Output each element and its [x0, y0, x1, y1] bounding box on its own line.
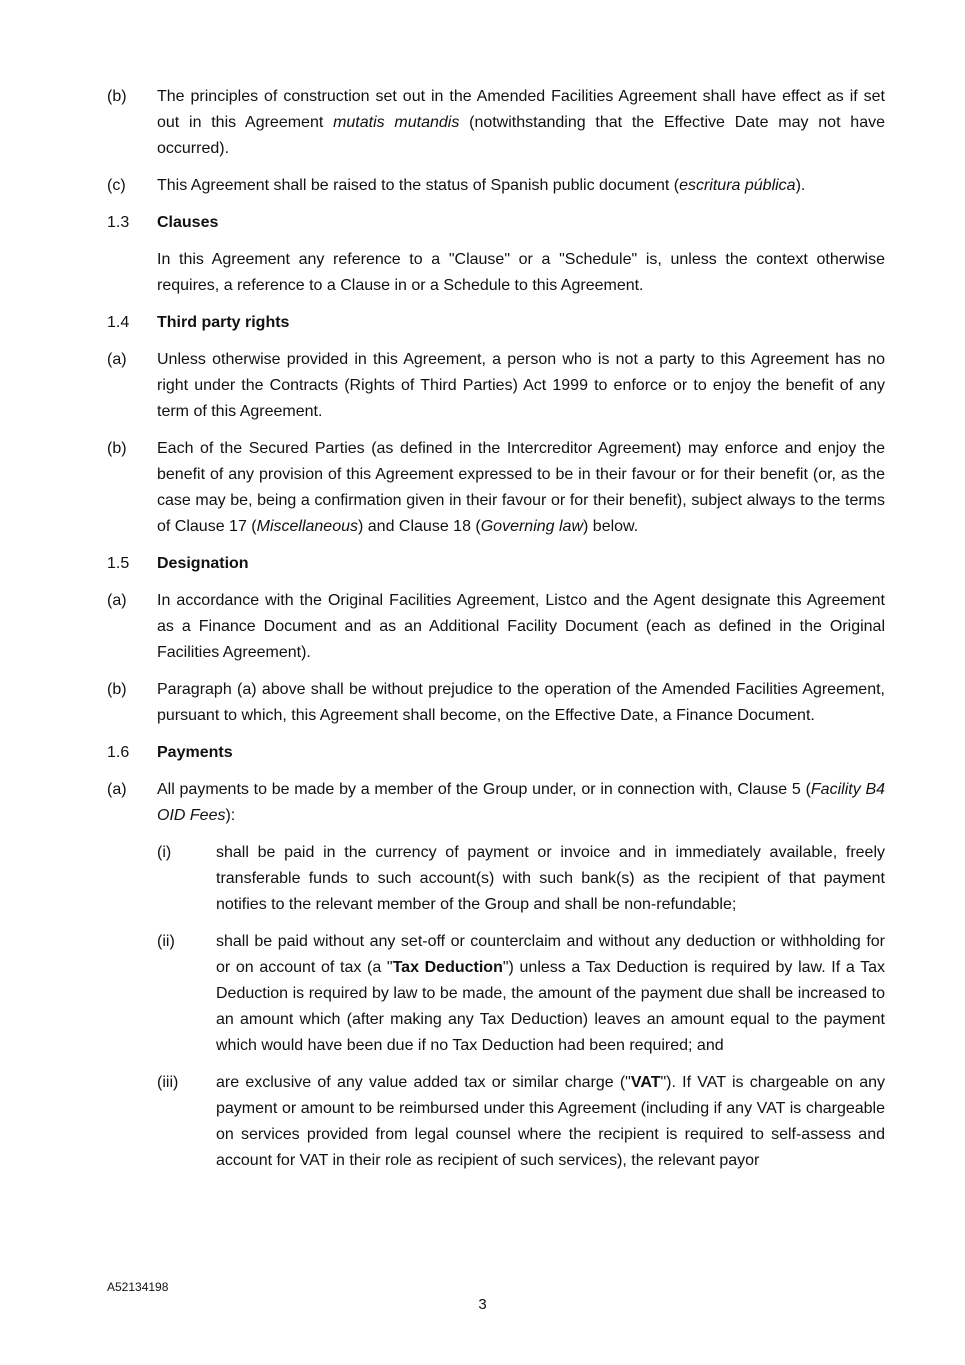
subparagraph-iii: [157, 1070, 885, 1174]
subparagraph-i: [157, 840, 885, 918]
subparagraph-number: (iii): [157, 1074, 179, 1091]
paragraph-text: Each of the Secured Parties (as defined in the Intercreditor Agreement) may enforce and enjoy the benefit of any provision of this Agreement expressed to be in their favour or for their benefit (or, as the case may be, being a confirmation given in their favour or for their benefit), subject always to the terms of Clause 17 (Miscellaneous) and Clause 18 (Governing law) below.: [157, 440, 885, 535]
section-heading-clauses: [107, 210, 885, 236]
subparagraph-number: (i): [157, 844, 172, 861]
paragraph-number: (c): [107, 177, 126, 194]
paragraph-a-payments: [107, 777, 885, 829]
paragraph-c-public-document: [107, 173, 885, 199]
subparagraph-number: (ii): [157, 933, 175, 950]
clauses-paragraph: In this Agreement any reference to a "Clause" or a "Schedule" is, unless the context otherwise requires, a reference to a Clause in or a Schedule to this Agreement.: [157, 251, 885, 294]
paragraph-a-designation: [107, 588, 885, 666]
paragraph-number: (b): [107, 681, 127, 698]
paragraph-number: (b): [107, 440, 127, 457]
paragraph-b-designation: [107, 677, 885, 729]
paragraph-a-third-party: [107, 347, 885, 425]
subparagraph-text: shall be paid without any set-off or counterclaim and without any deduction or withholding for or on account of tax (a "Tax Deduction") unless a Tax Deduction is required by law. If a Tax Deduction is required by law to be made, the amount of the payment due shall be increased to an amount which (after making any Tax Deduction) leaves an amount equal to the payment which would have been due if no Tax Deduction had been required; and: [216, 933, 886, 1054]
section-title: Clauses: [157, 214, 219, 231]
section-title: Designation: [157, 555, 249, 572]
section-heading-payments: [107, 740, 885, 766]
section-number: 1.3: [107, 214, 130, 231]
paragraph-number: (a): [107, 781, 127, 798]
subparagraph-text: are exclusive of any value added tax or similar charge ("VAT"). If VAT is chargeable on any payment or amount to be reimbursed under this Agreement (including if any VAT is chargeable on services provided from legal counsel where the recipient is required to self-assess and account for VAT in their role as recipient of such services), the relevant payor: [216, 1074, 885, 1169]
paragraph-number: (b): [107, 88, 127, 105]
section-number: 1.5: [107, 555, 130, 572]
section-title: Third party rights: [157, 314, 290, 331]
paragraph-number: (a): [107, 592, 127, 609]
subparagraph-text: shall be paid in the currency of payment or invoice and in immediately available, freely transferable funds to such account(s) with such bank(s) as the recipient of that payment notifies to the relevant member of the Group and shall be non-refundable;: [216, 844, 885, 913]
section-title: Payments: [157, 744, 233, 761]
paragraph-text: The principles of construction set out in the Amended Facilities Agreement shall have effect as if set out in this Agreement mutatis mutandis (notwithstanding that the Effective Date may not have occurred).: [157, 88, 885, 157]
section-number: 1.6: [107, 744, 130, 761]
subparagraph-ii: [157, 929, 885, 1059]
paragraph-text: In accordance with the Original Facilities Agreement, Listco and the Agent designate this Agreement as a Finance Document and as an Additional Facility Document (each as defined in the Original Facilities Agreement).: [157, 592, 885, 661]
document-reference: A52134198: [107, 1280, 169, 1294]
page-number: 3: [478, 1296, 487, 1313]
paragraph-b-third-party: [107, 436, 885, 540]
section-heading-designation: [107, 551, 885, 577]
paragraph-text: Unless otherwise provided in this Agreement, a person who is not a party to this Agreement has no right under the Contracts (Rights of Third Parties) Act 1999 to enforce or to enjoy the benefit of any term of this Agreement.: [157, 351, 885, 420]
paragraph-b-construction: [107, 84, 885, 162]
section-heading-third-party-rights: [107, 310, 885, 336]
document-body: [107, 84, 885, 1185]
section-number: 1.4: [107, 314, 130, 331]
paragraph-number: (a): [107, 351, 127, 368]
paragraph-text: This Agreement shall be raised to the status of Spanish public document (escritura pública).: [157, 177, 806, 194]
paragraph-text: All payments to be made by a member of the Group under, or in connection with, Clause 5 (Facility B4 OID Fees):: [157, 781, 886, 824]
paragraph-text: Paragraph (a) above shall be without prejudice to the operation of the Amended Facilities Agreement, pursuant to which, this Agreement shall become, on the Effective Date, a Finance Document.: [157, 681, 885, 724]
